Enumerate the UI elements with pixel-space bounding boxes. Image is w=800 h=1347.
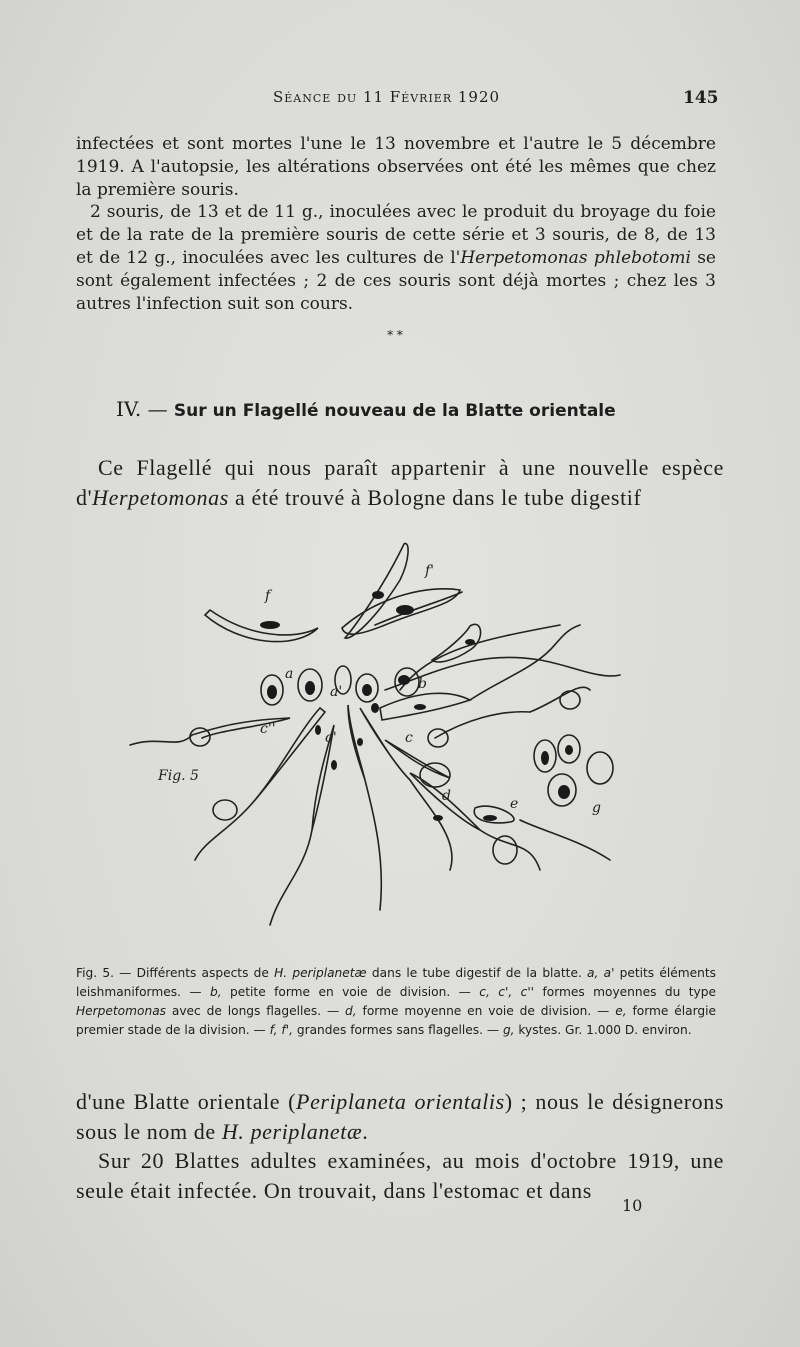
figure-label: Fig. 5 <box>158 768 199 784</box>
label-a-prime: a' <box>330 684 343 700</box>
text-run: 2 souris, de 13 et de 11 g., inoculées avec le produit du broyage du foie et de la rate de la première souris de cette série et 3 souris, de 8, de 13 et de 12 g., inoculées avec les cultures de l' <box>76 202 716 268</box>
italic-term: H. periplanetæ <box>221 1118 363 1144</box>
text-block <box>76 453 724 512</box>
label-a: a <box>285 666 294 682</box>
running-header <box>0 88 800 112</box>
italic-term: H. periplanetæ <box>274 966 367 980</box>
italic-term: Herpetomonas phlebotomi <box>460 247 691 268</box>
text-run: a été trouvé à Bologne dans le tube digestif <box>228 484 642 510</box>
text-run: kystes. Gr. 1.000 D. environ. <box>514 1023 692 1037</box>
section-number: IV. — <box>116 397 168 421</box>
text-run: se sont également infectées ; 2 de ces souris sont déjà mortes ; chez les 3 autres l'infection suit son cours. <box>76 247 716 314</box>
figure-caption <box>76 964 716 1040</box>
text-run: dans le tube digestif de la blatte. <box>366 966 588 980</box>
text-run: d'une Blatte orientale ( <box>76 1089 297 1114</box>
italic-term: Periplaneta orientalis <box>296 1089 505 1114</box>
text-run: Fig. 5. — Différents aspects de <box>76 966 275 980</box>
section-title: Sur un Flagellé nouveau de la Blatte orientale <box>173 401 616 421</box>
page-number: 145 <box>683 88 719 108</box>
text-block <box>76 201 716 315</box>
italic-term: Herpetomonas <box>76 1004 167 1018</box>
text-run: petits éléments leishmaniformes. — <box>76 966 716 999</box>
label-d: d <box>442 788 451 804</box>
text-run: avec de longs flagelles. — <box>166 1004 346 1018</box>
text-run: formes moyennes du type <box>534 985 717 999</box>
text-run: forme moyenne en voie de division. — <box>356 1004 616 1018</box>
label-c: c <box>405 730 413 746</box>
italic-term: b, <box>209 985 222 999</box>
italic-term: e, <box>615 1004 627 1018</box>
header-title: Séance du 11 Février 1920 <box>273 88 501 106</box>
label-f-prime: f' <box>425 563 435 579</box>
label-g: g <box>592 800 601 816</box>
text-block <box>76 1087 724 1146</box>
italic-term: g, <box>502 1023 515 1037</box>
text-run: ) ; nous le désignerons sous le nom de <box>76 1089 724 1144</box>
body-paragraph-1 <box>76 133 716 315</box>
label-e: e <box>510 796 519 812</box>
text-block: infectées et sont mortes l'une le 13 novembre et l'autre le 5 décembre 1919. A l'autopsie, les altérations observées ont été les mêmes que chez la première souris. <box>76 134 716 200</box>
section-heading <box>116 397 616 421</box>
italic-term: f, f', <box>269 1023 293 1037</box>
section-separator: * * <box>387 328 403 342</box>
label-b: b <box>418 676 427 692</box>
text-block: Sur 20 Blattes adultes examinées, au mois d'octobre 1919, une seule était infectée. On trouvait, dans l'estomac et dans <box>76 1148 724 1203</box>
italic-term: a, a' <box>587 966 615 980</box>
text-run: grandes formes sans flagelles. — <box>292 1023 503 1037</box>
label-c-prime: c' <box>325 730 337 746</box>
italic-term: c, c', c'' <box>479 985 535 999</box>
italic-term: d, <box>345 1004 357 1018</box>
figure-illustration <box>120 530 680 960</box>
text-run: petite forme en voie de division. — <box>221 985 480 999</box>
label-c-double: c'' <box>260 721 276 737</box>
text-run: . <box>362 1118 369 1144</box>
text-run: Ce Flagellé qui nous paraît appartenir à une nouvelle espèce d' <box>76 455 724 510</box>
italic-term: Herpetomonas <box>92 484 229 510</box>
body-paragraph-2 <box>76 453 724 512</box>
body-paragraph-3 <box>76 1087 724 1205</box>
label-f: f <box>265 588 271 604</box>
caption-text <box>76 964 716 1040</box>
signature-mark: 10 <box>622 1196 643 1215</box>
text-run: forme élargie premier stade de la division. — <box>76 1004 716 1037</box>
